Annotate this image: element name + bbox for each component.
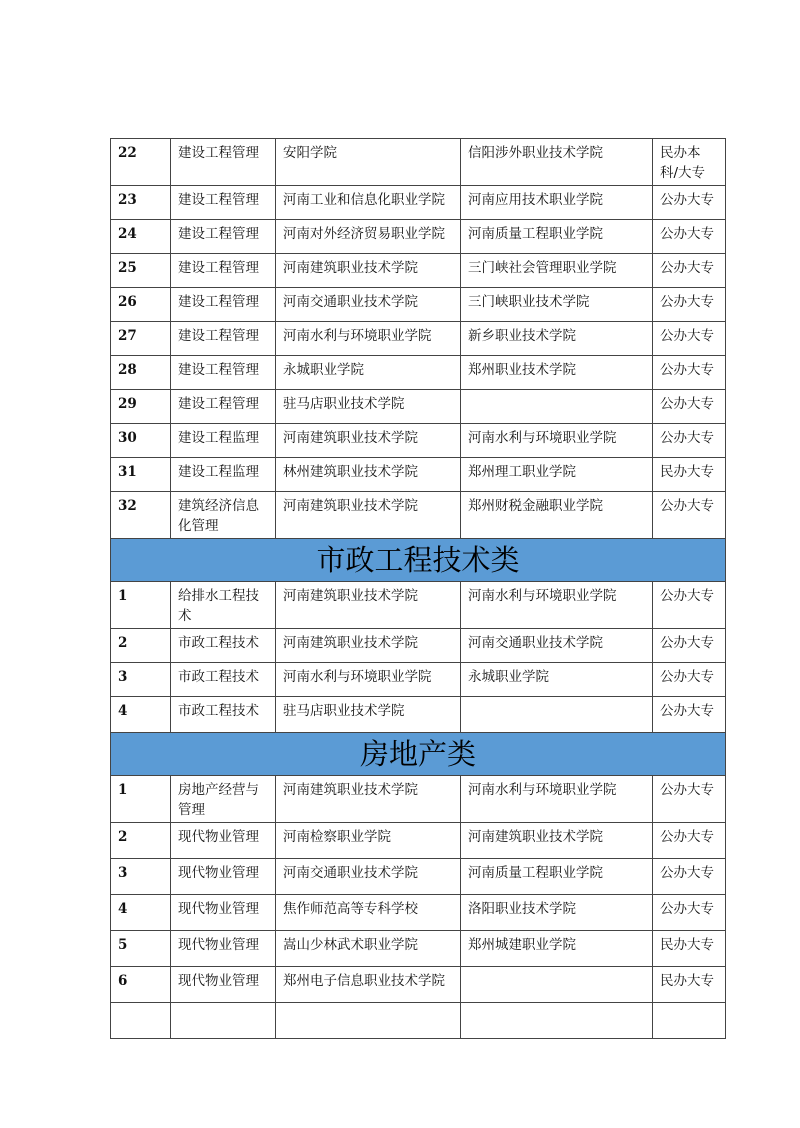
table-row [111, 322, 726, 356]
school-type-cell: 民办大专 [653, 967, 726, 1003]
table-row [111, 424, 726, 458]
school-type-cell: 公办大专 [653, 776, 726, 823]
school-type-cell: 民办本科/大专 [653, 139, 726, 186]
school-type-cell: 公办大专 [653, 895, 726, 931]
major-cell: 市政工程技术 [171, 663, 276, 697]
row-number: 1 [111, 582, 171, 629]
school-cell: 郑州理工职业学院 [461, 458, 653, 492]
major-cell: 现代物业管理 [171, 895, 276, 931]
school-cell: 河南建筑职业技术学院 [461, 823, 653, 859]
school-cell: 驻马店职业技术学院 [276, 697, 461, 733]
row-number: 25 [111, 254, 171, 288]
major-cell: 现代物业管理 [171, 931, 276, 967]
school-type-cell: 公办大专 [653, 322, 726, 356]
school-cell: 郑州职业技术学院 [461, 356, 653, 390]
table-row [111, 823, 726, 859]
school-cell: 河南建筑职业技术学院 [276, 424, 461, 458]
school-type-cell: 民办大专 [653, 458, 726, 492]
table-row [111, 776, 726, 823]
row-number: 3 [111, 859, 171, 895]
table-row [111, 186, 726, 220]
school-cell: 河南建筑职业技术学院 [276, 776, 461, 823]
row-number: 4 [111, 895, 171, 931]
school-type-cell: 公办大专 [653, 823, 726, 859]
row-number: 5 [111, 931, 171, 967]
major-cell: 建设工程管理 [171, 254, 276, 288]
major-cell: 市政工程技术 [171, 697, 276, 733]
school-type-cell: 公办大专 [653, 424, 726, 458]
section-header-row [111, 733, 726, 776]
school-cell: 郑州电子信息职业技术学院 [276, 967, 461, 1003]
table-row [111, 288, 726, 322]
school-cell: 新乡职业技术学院 [461, 322, 653, 356]
table-row [111, 582, 726, 629]
empty-cell [171, 1003, 276, 1039]
table-row [111, 967, 726, 1003]
row-number: 24 [111, 220, 171, 254]
empty-cell [111, 1003, 171, 1039]
school-cell: 河南应用技术职业学院 [461, 186, 653, 220]
table-row [111, 697, 726, 733]
row-number: 2 [111, 629, 171, 663]
school-cell: 河南水利与环境职业学院 [276, 663, 461, 697]
major-cell: 现代物业管理 [171, 823, 276, 859]
row-number: 32 [111, 492, 171, 539]
school-type-cell: 公办大专 [653, 220, 726, 254]
school-cell: 河南建筑职业技术学院 [276, 492, 461, 539]
major-cell: 建设工程管理 [171, 390, 276, 424]
school-type-cell: 公办大专 [653, 697, 726, 733]
major-cell: 给排水工程技术 [171, 582, 276, 629]
school-cell: 河南建筑职业技术学院 [276, 582, 461, 629]
school-type-cell: 民办大专 [653, 931, 726, 967]
table-row [111, 663, 726, 697]
row-number: 4 [111, 697, 171, 733]
school-cell: 信阳涉外职业技术学院 [461, 139, 653, 186]
row-number: 28 [111, 356, 171, 390]
table-row [111, 492, 726, 539]
row-number: 6 [111, 967, 171, 1003]
school-cell [461, 697, 653, 733]
row-number: 2 [111, 823, 171, 859]
school-type-cell: 公办大专 [653, 254, 726, 288]
major-cell: 建设工程管理 [171, 186, 276, 220]
school-type-cell: 公办大专 [653, 288, 726, 322]
school-type-cell: 公办大专 [653, 356, 726, 390]
row-number: 31 [111, 458, 171, 492]
table-row [111, 220, 726, 254]
school-table [110, 138, 726, 1039]
section-title-municipal: 市政工程技术类 [111, 539, 726, 582]
school-cell: 洛阳职业技术学院 [461, 895, 653, 931]
major-cell: 房地产经营与管理 [171, 776, 276, 823]
school-cell [461, 390, 653, 424]
school-cell: 永城职业学院 [276, 356, 461, 390]
school-cell: 安阳学院 [276, 139, 461, 186]
major-cell: 建设工程监理 [171, 458, 276, 492]
major-cell: 建设工程管理 [171, 139, 276, 186]
school-type-cell: 公办大专 [653, 859, 726, 895]
school-type-cell: 公办大专 [653, 390, 726, 424]
major-cell: 市政工程技术 [171, 629, 276, 663]
table-row [111, 458, 726, 492]
major-cell: 建设工程管理 [171, 220, 276, 254]
school-cell: 郑州财税金融职业学院 [461, 492, 653, 539]
row-number: 1 [111, 776, 171, 823]
major-cell: 建设工程管理 [171, 322, 276, 356]
school-cell: 河南工业和信息化职业学院 [276, 186, 461, 220]
school-type-cell: 公办大专 [653, 629, 726, 663]
table-row [111, 931, 726, 967]
school-cell: 河南水利与环境职业学院 [461, 776, 653, 823]
school-type-cell: 公办大专 [653, 663, 726, 697]
school-cell: 河南交通职业技术学院 [276, 288, 461, 322]
school-type-cell: 公办大专 [653, 582, 726, 629]
empty-cell [461, 1003, 653, 1039]
school-cell: 嵩山少林武术职业学院 [276, 931, 461, 967]
school-cell [461, 967, 653, 1003]
school-cell: 河南水利与环境职业学院 [276, 322, 461, 356]
table-row [111, 139, 726, 186]
section-title-realestate: 房地产类 [111, 733, 726, 776]
school-cell: 河南质量工程职业学院 [461, 859, 653, 895]
school-cell: 河南建筑职业技术学院 [276, 629, 461, 663]
school-cell: 林州建筑职业技术学院 [276, 458, 461, 492]
row-number: 23 [111, 186, 171, 220]
row-number: 30 [111, 424, 171, 458]
table-row [111, 390, 726, 424]
empty-row [111, 1003, 726, 1039]
school-cell: 河南对外经济贸易职业学院 [276, 220, 461, 254]
major-cell: 现代物业管理 [171, 967, 276, 1003]
school-cell: 河南交通职业技术学院 [276, 859, 461, 895]
major-cell: 建筑经济信息化管理 [171, 492, 276, 539]
table-row [111, 629, 726, 663]
table-row [111, 859, 726, 895]
empty-cell [276, 1003, 461, 1039]
school-cell: 永城职业学院 [461, 663, 653, 697]
school-cell: 河南检察职业学院 [276, 823, 461, 859]
school-cell: 河南建筑职业技术学院 [276, 254, 461, 288]
major-cell: 现代物业管理 [171, 859, 276, 895]
school-type-cell: 公办大专 [653, 186, 726, 220]
school-type-cell: 公办大专 [653, 492, 726, 539]
row-number: 26 [111, 288, 171, 322]
row-number: 29 [111, 390, 171, 424]
school-cell: 河南交通职业技术学院 [461, 629, 653, 663]
table-row [111, 254, 726, 288]
section-header-row [111, 539, 726, 582]
major-cell: 建设工程管理 [171, 288, 276, 322]
school-cell: 三门峡社会管理职业学院 [461, 254, 653, 288]
major-cell: 建设工程监理 [171, 424, 276, 458]
table-row [111, 895, 726, 931]
school-cell: 河南水利与环境职业学院 [461, 582, 653, 629]
row-number: 3 [111, 663, 171, 697]
school-cell: 河南水利与环境职业学院 [461, 424, 653, 458]
empty-cell [653, 1003, 726, 1039]
major-cell: 建设工程管理 [171, 356, 276, 390]
school-cell: 三门峡职业技术学院 [461, 288, 653, 322]
school-cell: 驻马店职业技术学院 [276, 390, 461, 424]
table-row [111, 356, 726, 390]
school-cell: 郑州城建职业学院 [461, 931, 653, 967]
row-number: 22 [111, 139, 171, 186]
school-cell: 焦作师范高等专科学校 [276, 895, 461, 931]
school-cell: 河南质量工程职业学院 [461, 220, 653, 254]
row-number: 27 [111, 322, 171, 356]
